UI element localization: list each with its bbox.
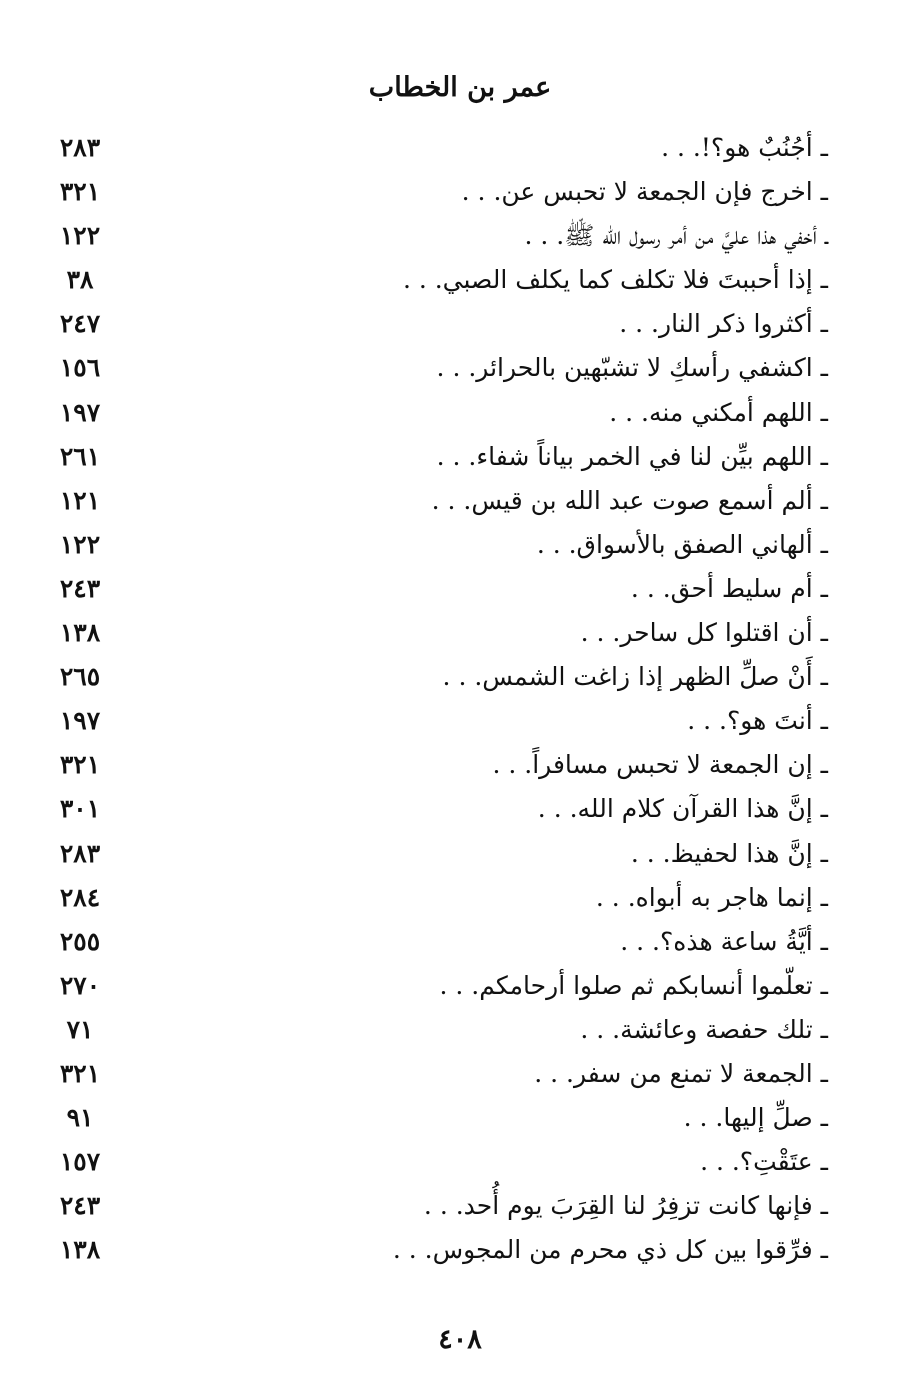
entry-text: ـ إذا أحببتَ فلا تكلف كما يكلف الصبي. . . — [402, 265, 828, 295]
entry-text: ـ أن اقتلوا كل ساحر. . . — [580, 618, 828, 648]
index-entry — [0, 214, 920, 258]
entry-page-number: ٣٨ — [66, 265, 94, 295]
entry-page-number: ٢٨٤ — [59, 882, 101, 912]
index-entry — [0, 126, 920, 170]
entry-text: ـ إنَّ هذا لحفيظ. . . — [630, 838, 828, 868]
index-entry — [0, 346, 920, 390]
index-entry — [0, 170, 920, 214]
index-entry — [0, 391, 920, 435]
index-entry — [0, 699, 920, 743]
index-entry — [0, 1052, 920, 1096]
entry-text: ـ تعلّموا أنسابكم ثم صلوا أرحامكم. . . — [439, 970, 828, 1000]
entry-text: ـ عتَقْتِ؟. . . — [700, 1147, 828, 1177]
entry-text: ـ إن الجمعة لا تحبس مسافراً. . . — [492, 750, 828, 780]
entry-text: ـ أيَّةُ ساعة هذه؟. . . — [620, 926, 828, 956]
entry-page-number: ٢٤٣ — [59, 573, 101, 603]
entry-text: ـ أنتَ هو؟. . . — [687, 706, 828, 736]
entry-page-number: ١٥٦ — [59, 353, 101, 383]
entry-text: ـ صلِّ إليها. . . — [683, 1103, 828, 1133]
entry-page-number: ٣٢١ — [59, 750, 101, 780]
entry-page-number: ٢٦٥ — [59, 662, 101, 692]
entry-text: ـ أم سليط أحق. . . — [630, 573, 828, 603]
entry-page-number: ٣٢١ — [59, 1058, 101, 1088]
entry-text: ـ تلك حفصة وعائشة. . . — [580, 1014, 828, 1044]
index-entry — [0, 743, 920, 787]
index-entry — [0, 1184, 920, 1228]
entry-text: ـ أَنْ صلِّ الظهر إذا زاغت الشمس. . . — [442, 662, 828, 692]
entry-text: ـ فإنها كانت تزفِرُ لنا القِرَبَ يوم أُحد. . . — [423, 1191, 828, 1221]
entry-page-number: ٢٨٣ — [59, 838, 101, 868]
entry-text: ـ أجُنُبٌ هو؟!. . . — [661, 133, 828, 162]
entry-page-number: ١٢٢ — [59, 529, 101, 559]
entry-text: ـ اكشفي رأسكِ لا تشبّهين بالحرائر. . . — [436, 353, 828, 383]
entry-page-number: ٣٢١ — [59, 177, 101, 207]
index-entry — [0, 876, 920, 920]
entry-page-number: ٩١ — [66, 1103, 94, 1133]
entry-page-number: ٢٨٣ — [59, 133, 101, 162]
entry-page-number: ٧١ — [66, 1014, 94, 1044]
index-entry — [0, 1140, 920, 1184]
entry-page-number: ٣٠١ — [59, 794, 101, 824]
entry-text: ـ الجمعة لا تمنع من سفر. . . — [534, 1058, 828, 1088]
index-entry — [0, 1096, 920, 1140]
entry-page-number: ١٩٧ — [59, 706, 101, 736]
index-entry — [0, 611, 920, 655]
entry-text: ـ اخرج فإن الجمعة لا تحبس عن. . . — [461, 177, 828, 207]
entry-page-number: ٢٤٧ — [59, 309, 101, 339]
entry-text: ـ إنَّ هذا القرآن كلام الله. . . — [537, 794, 828, 824]
index-entry — [0, 787, 920, 831]
entry-text: ـ اللهم أمكني منه. . . — [609, 397, 828, 427]
page-number: ٤٠٨ — [438, 1324, 482, 1355]
index-entry — [0, 655, 920, 699]
index-list — [0, 126, 920, 1272]
entry-page-number: ١٢١ — [59, 485, 101, 515]
entry-page-number: ١٥٧ — [59, 1147, 101, 1177]
entry-page-number: ١٣٨ — [59, 1235, 101, 1265]
entry-text: ـ أكثروا ذكر النار. . . — [619, 309, 828, 339]
index-entry — [0, 479, 920, 523]
entry-page-number: ٢٤٣ — [59, 1191, 101, 1221]
index-entry — [0, 964, 920, 1008]
index-entry — [0, 258, 920, 302]
index-entry — [0, 567, 920, 611]
entry-page-number: ٢٥٥ — [59, 926, 101, 956]
entry-text: ـ اللهم بيِّن لنا في الخمر بياناً شفاء. . . — [436, 441, 828, 471]
entry-page-number: ١٢٢ — [59, 221, 101, 251]
entry-text: ـ فرِّقوا بين كل ذي محرم من المجوس. . . — [392, 1235, 828, 1265]
entry-page-number: ٢٦١ — [59, 441, 101, 471]
index-entry — [0, 920, 920, 964]
entry-page-number: ٢٧٠ — [59, 970, 101, 1000]
entry-page-number: ١٣٨ — [59, 618, 101, 648]
index-entry — [0, 1228, 920, 1272]
entry-text: ـ ألهاني الصفق بالأسواق. . . — [536, 529, 828, 559]
entry-text: ـ أخفي هذا عليَّ من أمر رسول الله ﷺ. . . — [524, 221, 828, 251]
entry-page-number: ١٩٧ — [59, 397, 101, 427]
index-entry — [0, 435, 920, 479]
page-header-title: عمر بن الخطاب — [368, 72, 552, 103]
index-entry — [0, 1008, 920, 1052]
entry-text: ـ ألم أسمع صوت عبد الله بن قيس. . . — [431, 485, 828, 515]
entry-text: ـ إنما هاجر به أبواه. . . — [595, 882, 828, 912]
index-entry — [0, 832, 920, 876]
index-entry — [0, 302, 920, 346]
index-entry — [0, 523, 920, 567]
